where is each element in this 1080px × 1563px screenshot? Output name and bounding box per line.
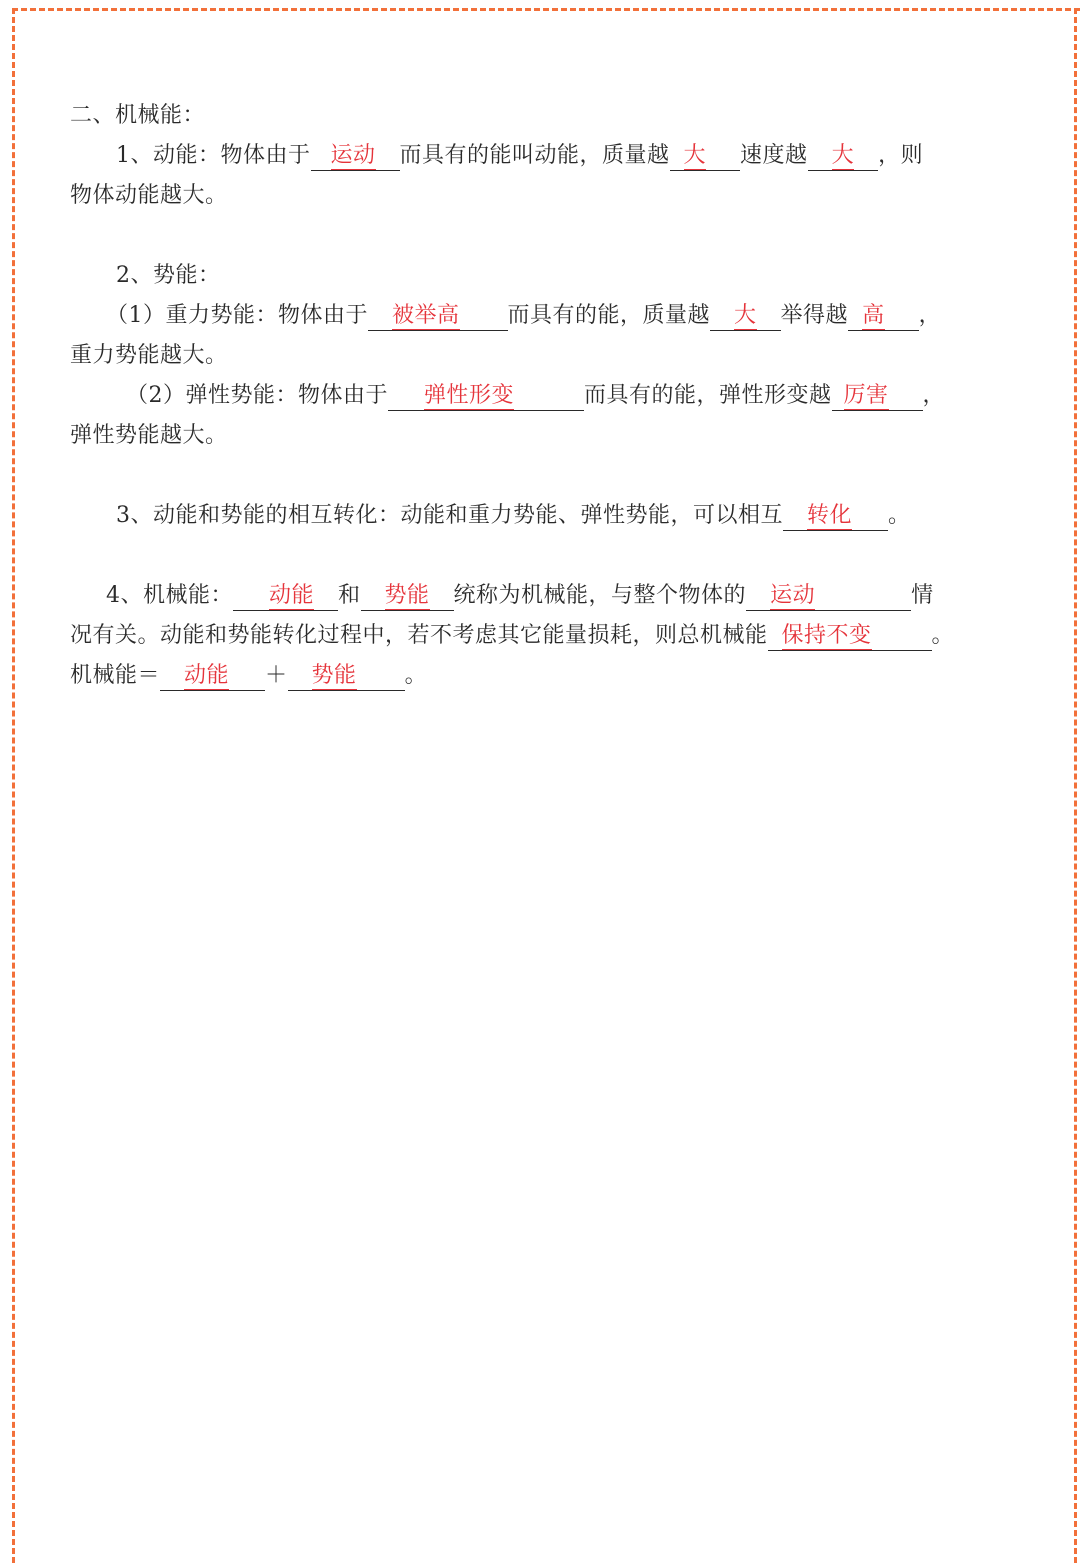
item4-line3-suffix: 。 bbox=[404, 663, 428, 688]
item1-answer2: 大 bbox=[683, 143, 707, 168]
item2-title bbox=[70, 256, 970, 296]
item2-sub1-line2 bbox=[70, 336, 970, 376]
worksheet-content bbox=[70, 96, 970, 696]
item2-sub2-prefix: （2）弹性势能：物体由于 bbox=[126, 383, 388, 408]
item2-sub2-answer2: 厉害 bbox=[843, 383, 889, 408]
spacer bbox=[70, 216, 970, 256]
item4-blank2 bbox=[361, 582, 454, 611]
item2-sub2-line1 bbox=[70, 376, 970, 416]
item4-line2 bbox=[70, 616, 970, 656]
item4-prefix: 4、机械能： bbox=[106, 583, 233, 608]
item4-line1 bbox=[70, 576, 970, 616]
item4-blank4 bbox=[768, 622, 932, 651]
item2-sub1-blank1 bbox=[368, 302, 508, 331]
item4-answer5: 动能 bbox=[184, 663, 230, 688]
item4-answer2: 势能 bbox=[384, 583, 430, 608]
item1-answer1: 运动 bbox=[330, 143, 376, 168]
item2-title-text: 2、势能： bbox=[116, 263, 221, 288]
item4-line3-prefix: 机械能＝ bbox=[70, 663, 161, 688]
spacer bbox=[70, 536, 970, 576]
item4-line3 bbox=[70, 656, 970, 696]
item1-line2 bbox=[70, 176, 970, 216]
item1-blank2 bbox=[670, 142, 741, 171]
item4-blank1 bbox=[233, 582, 338, 611]
item1-prefix: 1、动能：物体由于 bbox=[116, 143, 311, 168]
item1-answer3: 大 bbox=[831, 143, 855, 168]
item2-sub1-line2-text: 重力势能越大。 bbox=[70, 343, 228, 368]
item3-blank1 bbox=[783, 502, 888, 531]
item4-line2-suffix: 。 bbox=[931, 623, 955, 648]
item3-line bbox=[70, 496, 970, 536]
spacer bbox=[70, 456, 970, 496]
item2-sub1-answer3: 高 bbox=[862, 303, 885, 328]
item1-line2-text: 物体动能越大。 bbox=[70, 183, 228, 208]
item4-line3-mid: ＋ bbox=[265, 663, 288, 688]
item1-blank1 bbox=[311, 142, 400, 171]
item2-sub1-mid2: 举得越 bbox=[780, 303, 849, 328]
section-title-text: 二、机械能： bbox=[70, 103, 206, 128]
item2-sub2-mid1: 而具有的能，弹性形变越 bbox=[584, 383, 832, 408]
item4-line2-prefix: 况有关。动能和势能转化过程中，若不考虑其它能量损耗，则总机械能 bbox=[70, 623, 768, 648]
item1-line1 bbox=[70, 136, 970, 176]
item2-sub1-blank3 bbox=[848, 302, 919, 331]
item4-blank5 bbox=[160, 662, 265, 691]
item4-suffix: 情 bbox=[911, 583, 934, 608]
item2-sub1-answer2: 大 bbox=[734, 303, 757, 328]
item2-sub2-blank1 bbox=[388, 382, 584, 411]
item2-sub2-line2-text: 弹性势能越大。 bbox=[70, 423, 228, 448]
item2-sub2-line2 bbox=[70, 416, 970, 456]
item4-mid2: 统称为机械能，与整个物体的 bbox=[453, 583, 747, 608]
item1-suffix: ，则 bbox=[878, 143, 924, 168]
dashed-border-right bbox=[1074, 8, 1077, 1563]
item2-sub2-blank2 bbox=[832, 382, 923, 411]
item2-sub1-suffix: ， bbox=[918, 303, 942, 328]
dashed-border-left bbox=[12, 8, 15, 1563]
item1-mid1: 而具有的能叫动能，质量越 bbox=[399, 143, 670, 168]
item4-answer4: 保持不变 bbox=[781, 623, 872, 648]
item3-prefix: 3、动能和势能的相互转化：动能和重力势能、弹性势能，可以相互 bbox=[116, 503, 783, 528]
item1-mid2: 速度越 bbox=[740, 143, 808, 168]
item3-answer1: 转化 bbox=[807, 503, 853, 528]
item2-sub2-answer1: 弹性形变 bbox=[424, 383, 515, 408]
item2-sub1-blank2 bbox=[710, 302, 781, 331]
item1-blank3 bbox=[808, 142, 879, 171]
item2-sub2-suffix: ， bbox=[922, 383, 946, 408]
item3-suffix: 。 bbox=[888, 503, 911, 528]
item4-answer3: 运动 bbox=[770, 583, 816, 608]
item4-answer1: 动能 bbox=[269, 583, 315, 608]
item2-sub1-answer1: 被举高 bbox=[392, 303, 460, 328]
item2-sub1-prefix: （1）重力势能：物体由于 bbox=[106, 303, 368, 328]
dashed-border-top bbox=[12, 8, 1080, 11]
section-title bbox=[70, 96, 970, 136]
item4-answer6: 势能 bbox=[311, 663, 357, 688]
item4-blank6 bbox=[288, 662, 405, 691]
item2-sub1-mid1: 而具有的能，质量越 bbox=[507, 303, 711, 328]
item4-blank3 bbox=[746, 582, 911, 611]
item2-sub1-line1 bbox=[70, 296, 970, 336]
item4-mid1: 和 bbox=[338, 583, 361, 608]
